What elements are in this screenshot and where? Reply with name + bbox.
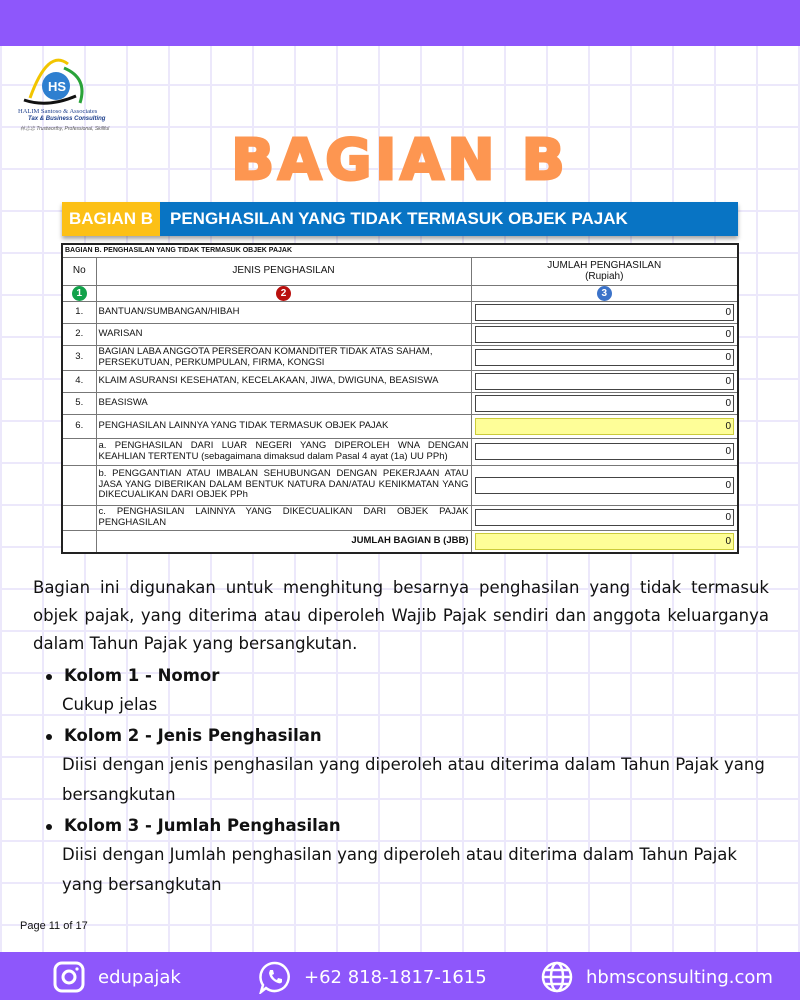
header-no: No [62,257,96,285]
section-heading: PENGHASILAN YANG TIDAK TERMASUK OBJEK PAJAK [160,202,738,236]
table-row [62,301,738,323]
column-marker-3: 3 [597,286,612,301]
row-number: 6. [62,414,96,438]
website-link[interactable]: hbmsconsulting.com [540,960,773,994]
list-item-desc: Diisi dengan Jumlah penghasilan yang diperoleh atau diterima dalam Tahun Pajak yang bersangkutan [62,845,737,894]
globe-icon [540,960,574,994]
list-item: Kolom 3 - Jumlah Penghasilan [46,812,766,840]
row-number: 5. [62,392,96,414]
total-label: JUMLAH BAGIAN B (JBB) [96,530,471,553]
row-number: 1. [62,301,96,323]
total-row [62,530,738,553]
page-title: BAGIAN B [231,128,569,193]
row-value-input[interactable]: 0 [475,349,735,366]
section-label: BAGIAN B [62,202,160,236]
table-row [62,438,738,465]
logo-subtitle: Tax & Business Consulting [28,116,106,122]
header-jumlah: JUMLAH PENGHASILAN (Rupiah) [471,257,738,285]
row-value-input[interactable]: 0 [475,395,735,412]
form-caption: BAGIAN B. PENGHASILAN YANG TIDAK TERMASUK OBJEK PAJAK [62,244,738,257]
page-number: Page 11 of 17 [20,920,88,932]
table-row [62,345,738,370]
row-label: BAGIAN LABA ANGGOTA PERSEROAN KOMANDITER TIDAK ATAS SAHAM, PERSEKUTUAN, PERKUMPULAN, FIRMA, KONGSI [96,345,471,370]
column-marker-1: 1 [72,286,87,301]
total-value[interactable]: 0 [475,533,735,550]
row-label: b. PENGGANTIAN ATAU IMBALAN SEHUBUNGAN DENGAN PEKERJAAN ATAU JASA YANG DIBERIKAN DALAM BENTUK NATURA DAN/ATAU KENIKMATAN YANG DIKECUALIKAN DARI OBJEK PPh [96,465,471,505]
intro-paragraph: Bagian ini digunakan untuk menghitung besarnya penghasilan yang tidak termasuk objek pajak, yang diterima atau diperoleh Wajib Pajak sendiri dan anggota keluarganya dalam Tahun Pajak yang bersangkutan. [33,578,769,653]
instagram-icon [52,960,86,994]
row-label: BEASISWA [96,392,471,414]
table-row [62,392,738,414]
row-number [62,438,96,465]
svg-text:HS: HS [48,79,67,94]
row-label: c. PENGHASILAN LAINNYA YANG DIKECUALIKAN DARI OBJEK PAJAK PENGHASILAN [96,505,471,530]
row-label: PENGHASILAN LAINNYA YANG TIDAK TERMASUK OBJEK PAJAK [96,414,471,438]
table-row [62,323,738,345]
instagram-link[interactable]: edupajak [52,960,181,994]
phone-link[interactable]: +62 818-1817-1615 [258,960,487,994]
row-value-input[interactable]: 0 [475,304,735,321]
row-number: 3. [62,345,96,370]
section-banner [62,202,738,236]
list-item-desc: Cukup jelas [62,695,158,714]
top-bar [0,0,800,46]
whatsapp-phone-icon [258,960,292,994]
logo-globe-icon [18,58,98,108]
row-value-input[interactable]: 0 [475,418,735,435]
table-row [62,370,738,392]
row-value-input[interactable]: 0 [475,443,735,460]
row-label: KLAIM ASURANSI KESEHATAN, KECELAKAAN, JIWA, DWIGUNA, BEASISWA [96,370,471,392]
row-value-input[interactable]: 0 [475,373,735,390]
form-table [61,243,739,554]
list-item: Kolom 2 - Jenis Penghasilan [46,722,766,750]
row-label: BANTUAN/SUMBANGAN/HIBAH [96,301,471,323]
list-item: Kolom 1 - Nomor [46,662,766,690]
table-row [62,505,738,530]
footer [0,952,800,1000]
row-label: WARISAN [96,323,471,345]
logo-tagline: 林志忠 Trustworthy, Professional, Skillful [20,126,110,132]
row-number: 4. [62,370,96,392]
column-explanations [46,662,766,902]
row-number [62,465,96,505]
column-marker-2: 2 [276,286,291,301]
list-item-desc: Diisi dengan jenis penghasilan yang diperoleh atau diterima dalam Tahun Pajak yang bersangkutan [62,755,765,804]
row-number: 2. [62,323,96,345]
header-jenis: JENIS PENGHASILAN [96,257,471,285]
table-row [62,414,738,438]
row-value-input[interactable]: 0 [475,326,735,343]
row-value-input[interactable]: 0 [475,509,735,526]
company-logo [18,58,118,138]
row-number [62,505,96,530]
row-label: a. PENGHASILAN DARI LUAR NEGERI YANG DIPEROLEH WNA DENGAN KEAHLIAN TERTENTU (sebagaimana dimaksud dalam Pasal 4 ayat (1a) UU PPh) [96,438,471,465]
logo-company-name: HALIM Santoso & Associates [18,108,98,115]
table-row [62,465,738,505]
row-value-input[interactable]: 0 [475,477,735,494]
